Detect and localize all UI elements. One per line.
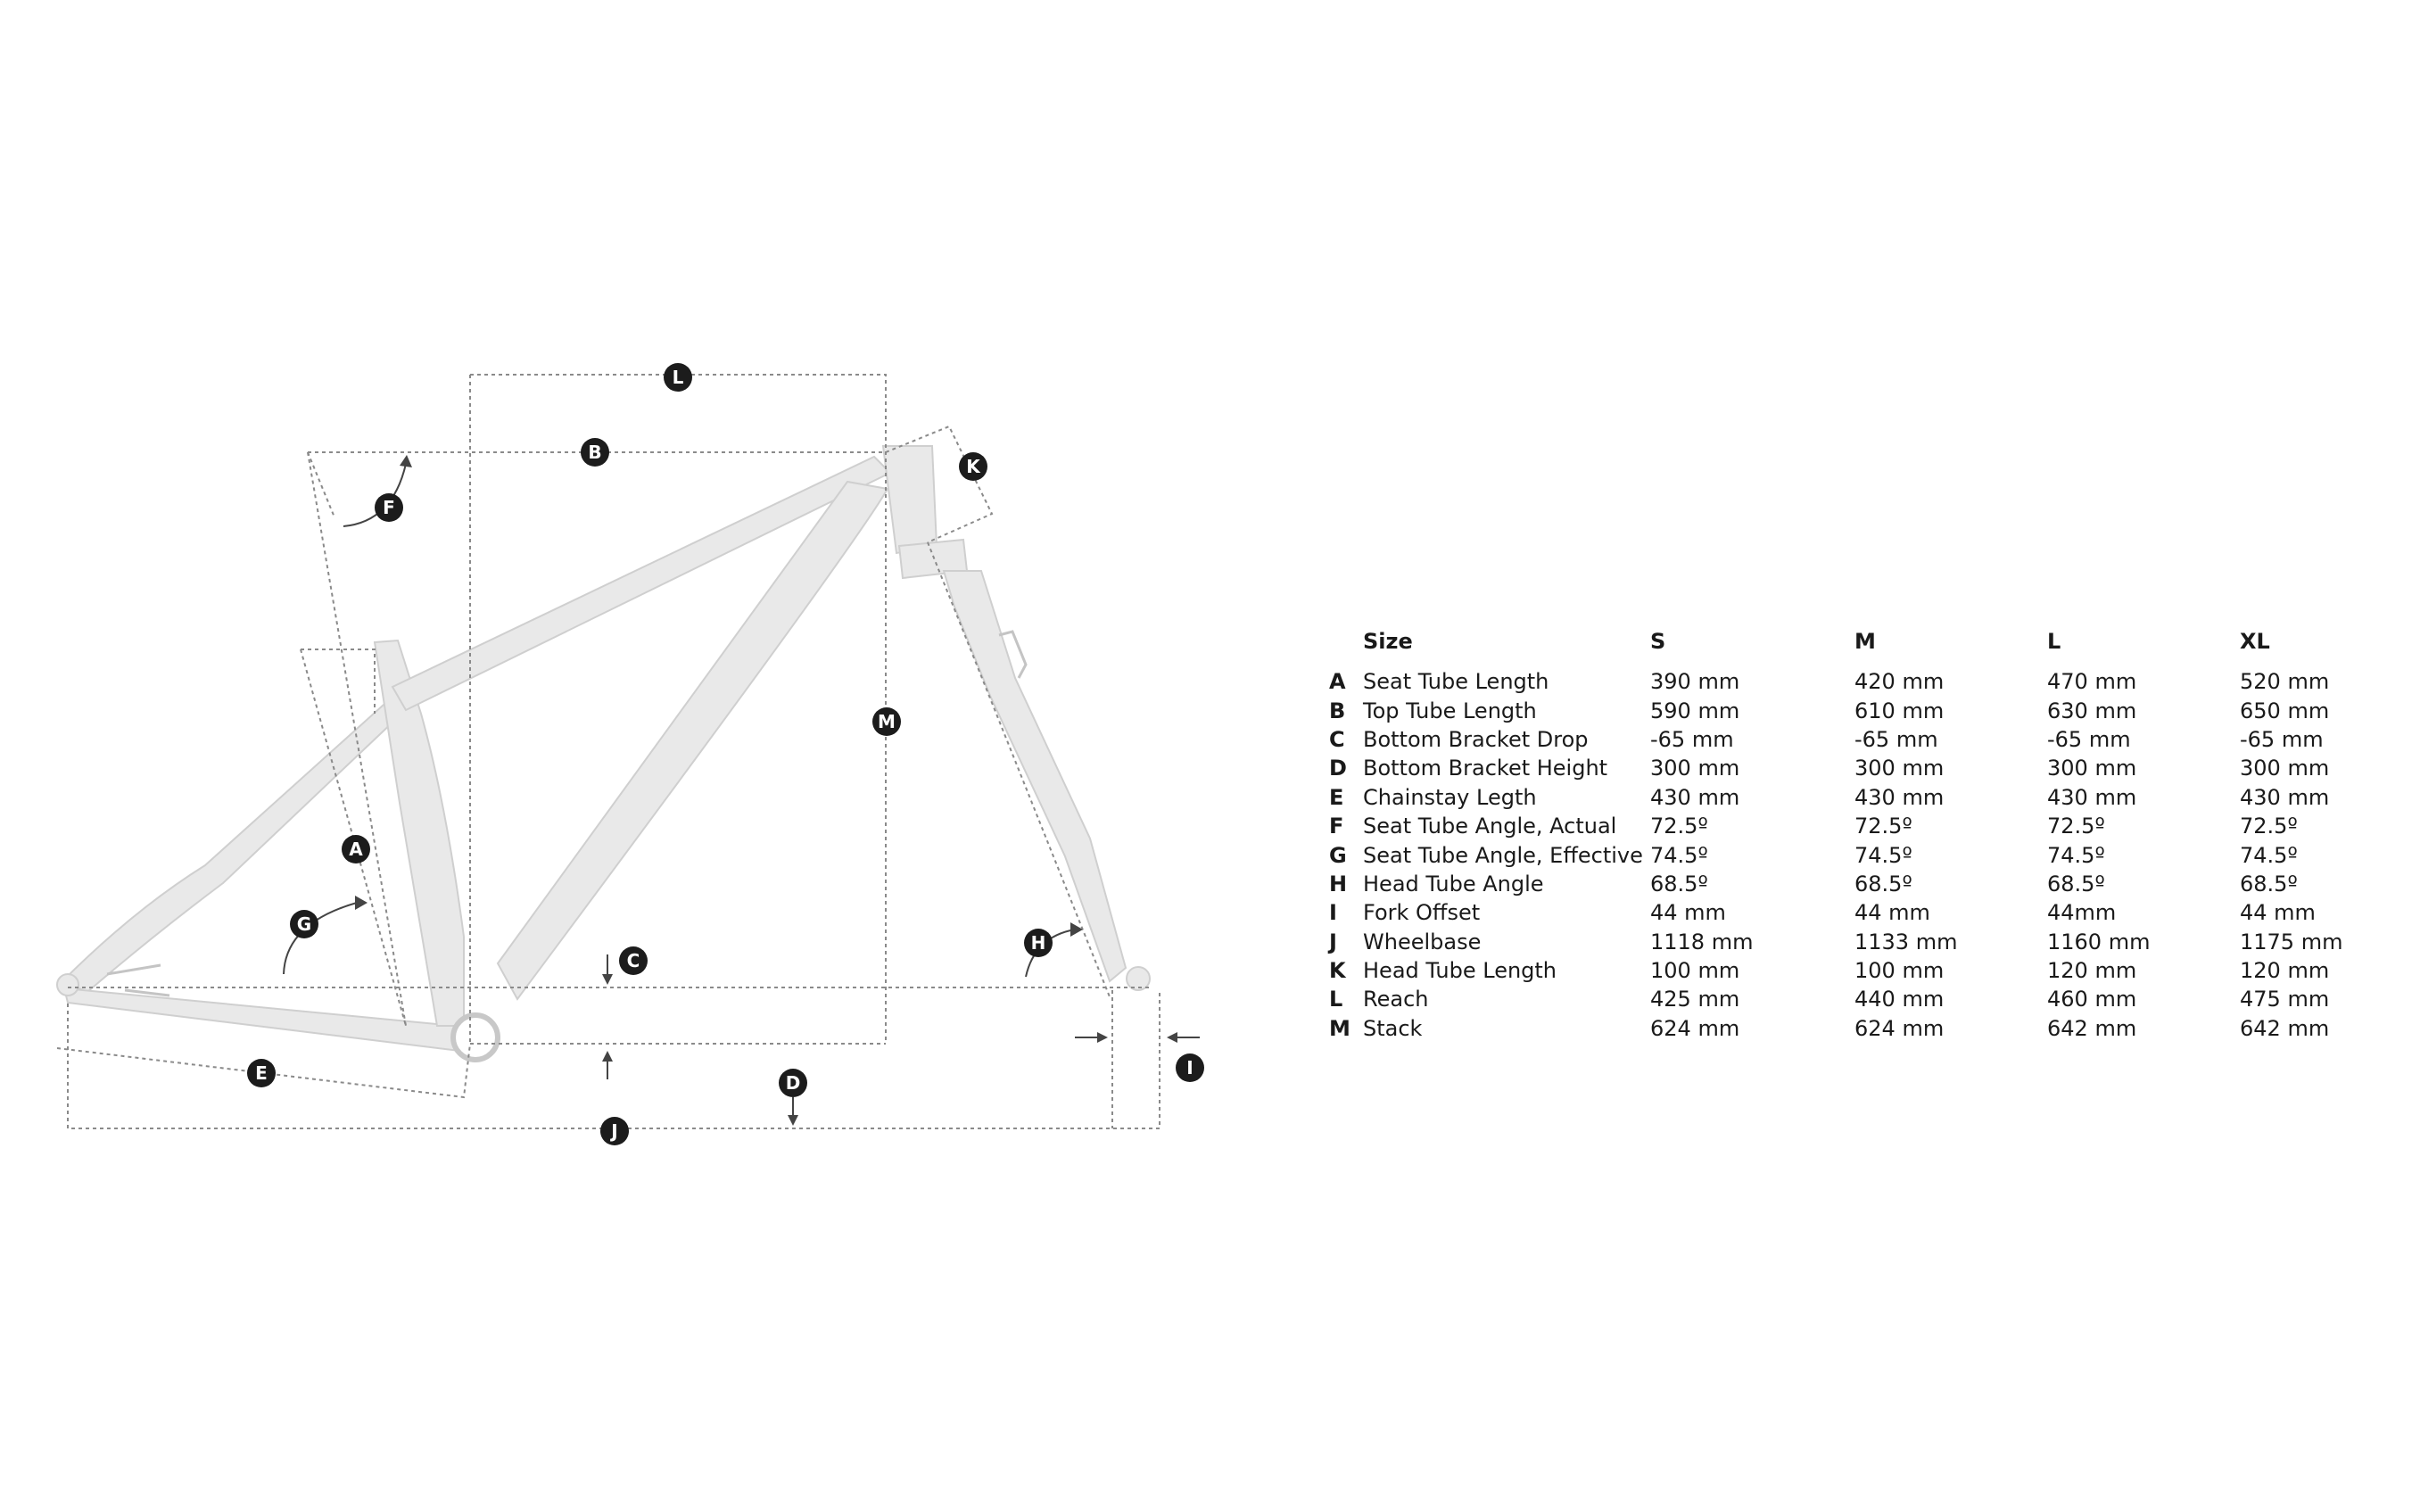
table-row (1329, 898, 2365, 927)
row-letter: L (1329, 987, 1343, 1012)
row-value: 300 mm (2047, 756, 2137, 781)
row-value: 624 mm (1854, 1015, 1945, 1041)
row-letter: I (1329, 900, 1337, 926)
svg-text:K: K (966, 456, 980, 477)
row-value: 430 mm (2047, 784, 2137, 810)
row-value: 72.5º (2047, 814, 2105, 839)
row-measurement-name: Stack (1363, 1015, 1423, 1041)
row-measurement-name: Wheelbase (1363, 929, 1482, 954)
row-letter: G (1329, 842, 1347, 868)
row-letter: J (1329, 929, 1337, 954)
header-size-l: L (2047, 629, 2061, 654)
row-measurement-name: Seat Tube Length (1363, 669, 1549, 695)
svg-text:D: D (785, 1072, 801, 1094)
row-value: 390 mm (1650, 669, 1740, 695)
marker-A (342, 835, 370, 863)
marker-L (664, 363, 692, 392)
row-value: -65 mm (2047, 726, 2131, 752)
row-value: 630 mm (2047, 698, 2137, 723)
marker-J (600, 1117, 629, 1145)
svg-text:J: J (611, 1120, 618, 1142)
row-value: -65 mm (1650, 726, 1734, 752)
svg-text:C: C (626, 950, 640, 971)
row-value: 1160 mm (2047, 929, 2151, 954)
row-letter: D (1329, 756, 1347, 781)
header-size-xl: XL (2240, 629, 2270, 654)
row-value: 74.5º (2047, 842, 2105, 868)
row-letter: A (1329, 669, 1346, 695)
table-row (1329, 870, 2365, 898)
svg-text:M: M (878, 711, 896, 732)
row-value: 74.5º (1650, 842, 1708, 868)
row-value: 470 mm (2047, 669, 2137, 695)
marker-E (247, 1059, 276, 1087)
row-value: 642 mm (2240, 1015, 2330, 1041)
row-value: 1118 mm (1650, 929, 1754, 954)
row-value: 420 mm (1854, 669, 1945, 695)
table-row (1329, 985, 2365, 1013)
marker-M (872, 707, 901, 736)
marker-C (619, 946, 648, 975)
table-row (1329, 696, 2365, 724)
row-value: 610 mm (1854, 698, 1945, 723)
row-measurement-name: Fork Offset (1363, 900, 1481, 926)
row-value: 430 mm (1650, 784, 1740, 810)
svg-text:L: L (672, 367, 684, 388)
row-letter: M (1329, 1015, 1350, 1041)
row-value: 44 mm (2240, 900, 2316, 926)
row-value: 300 mm (1854, 756, 1945, 781)
row-value: 650 mm (2240, 698, 2330, 723)
row-value: 460 mm (2047, 987, 2137, 1012)
svg-text:H: H (1030, 932, 1046, 954)
header-size-label: Size (1363, 629, 1413, 654)
row-measurement-name: Reach (1363, 987, 1429, 1012)
row-value: 430 mm (2240, 784, 2330, 810)
row-letter: B (1329, 698, 1346, 723)
marker-I (1176, 1053, 1204, 1082)
marker-D (779, 1069, 807, 1097)
bike-frame (57, 446, 1150, 1060)
geometry-table-body (1329, 667, 2365, 1043)
svg-text:B: B (588, 442, 602, 463)
table-row (1329, 725, 2365, 754)
table-row (1329, 928, 2365, 956)
table-row (1329, 1014, 2365, 1043)
row-letter: E (1329, 784, 1344, 810)
row-value: 44 mm (1650, 900, 1726, 926)
table-row (1329, 840, 2365, 869)
row-value: 72.5º (1650, 814, 1708, 839)
table-row (1329, 667, 2365, 696)
header-letter (1329, 628, 1363, 667)
row-value: 440 mm (1854, 987, 1945, 1012)
table-row (1329, 754, 2365, 782)
marker-F (375, 493, 403, 522)
row-measurement-name: Head Tube Length (1363, 958, 1557, 984)
row-value: 624 mm (1650, 1015, 1740, 1041)
row-letter: C (1329, 726, 1345, 752)
row-value: 120 mm (2240, 958, 2330, 984)
marker-B (581, 438, 609, 467)
row-value: 68.5º (2240, 871, 2298, 896)
row-measurement-name: Seat Tube Angle, Effective (1363, 842, 1643, 868)
row-value: 590 mm (1650, 698, 1740, 723)
svg-text:I: I (1186, 1057, 1193, 1078)
row-value: 300 mm (2240, 756, 2330, 781)
row-letter: H (1329, 871, 1348, 896)
table-row (1329, 956, 2365, 985)
row-value: 425 mm (1650, 987, 1740, 1012)
row-value: 100 mm (1854, 958, 1945, 984)
row-value: 72.5º (2240, 814, 2298, 839)
row-value: 642 mm (2047, 1015, 2137, 1041)
row-measurement-name: Head Tube Angle (1363, 871, 1544, 896)
geometry-table-header (1329, 628, 2365, 667)
row-value: 44 mm (1854, 900, 1930, 926)
header-size-m: M (1854, 629, 1876, 654)
row-value: 74.5º (2240, 842, 2298, 868)
row-value: 520 mm (2240, 669, 2330, 695)
row-measurement-name: Bottom Bracket Height (1363, 756, 1608, 781)
row-value: 1175 mm (2240, 929, 2343, 954)
row-letter: K (1329, 958, 1346, 984)
marker-H (1024, 929, 1053, 957)
header-size-s: S (1650, 629, 1666, 654)
row-measurement-name: Top Tube Length (1363, 698, 1537, 723)
row-letter: F (1329, 814, 1344, 839)
row-value: 100 mm (1650, 958, 1740, 984)
marker-G (290, 910, 318, 938)
marker-K (959, 452, 987, 481)
row-value: 68.5º (1854, 871, 1912, 896)
row-value: 120 mm (2047, 958, 2137, 984)
row-value: 1133 mm (1854, 929, 1958, 954)
row-value: 68.5º (2047, 871, 2105, 896)
svg-text:F: F (383, 497, 395, 518)
row-value: -65 mm (1854, 726, 1938, 752)
row-value: 475 mm (2240, 987, 2330, 1012)
row-value: 430 mm (1854, 784, 1945, 810)
geometry-table (1329, 628, 2365, 1043)
table-row (1329, 812, 2365, 840)
row-value: 300 mm (1650, 756, 1740, 781)
row-value: 72.5º (1854, 814, 1912, 839)
row-measurement-name: Bottom Bracket Drop (1363, 726, 1589, 752)
svg-text:A: A (349, 839, 363, 860)
svg-text:E: E (255, 1062, 268, 1084)
row-value: 74.5º (1854, 842, 1912, 868)
row-measurement-name: Seat Tube Angle, Actual (1363, 814, 1617, 839)
table-row (1329, 783, 2365, 812)
row-value: -65 mm (2240, 726, 2324, 752)
row-value: 44mm (2047, 900, 2117, 926)
row-value: 68.5º (1650, 871, 1708, 896)
row-measurement-name: Chainstay Legth (1363, 784, 1537, 810)
svg-text:G: G (296, 913, 312, 935)
